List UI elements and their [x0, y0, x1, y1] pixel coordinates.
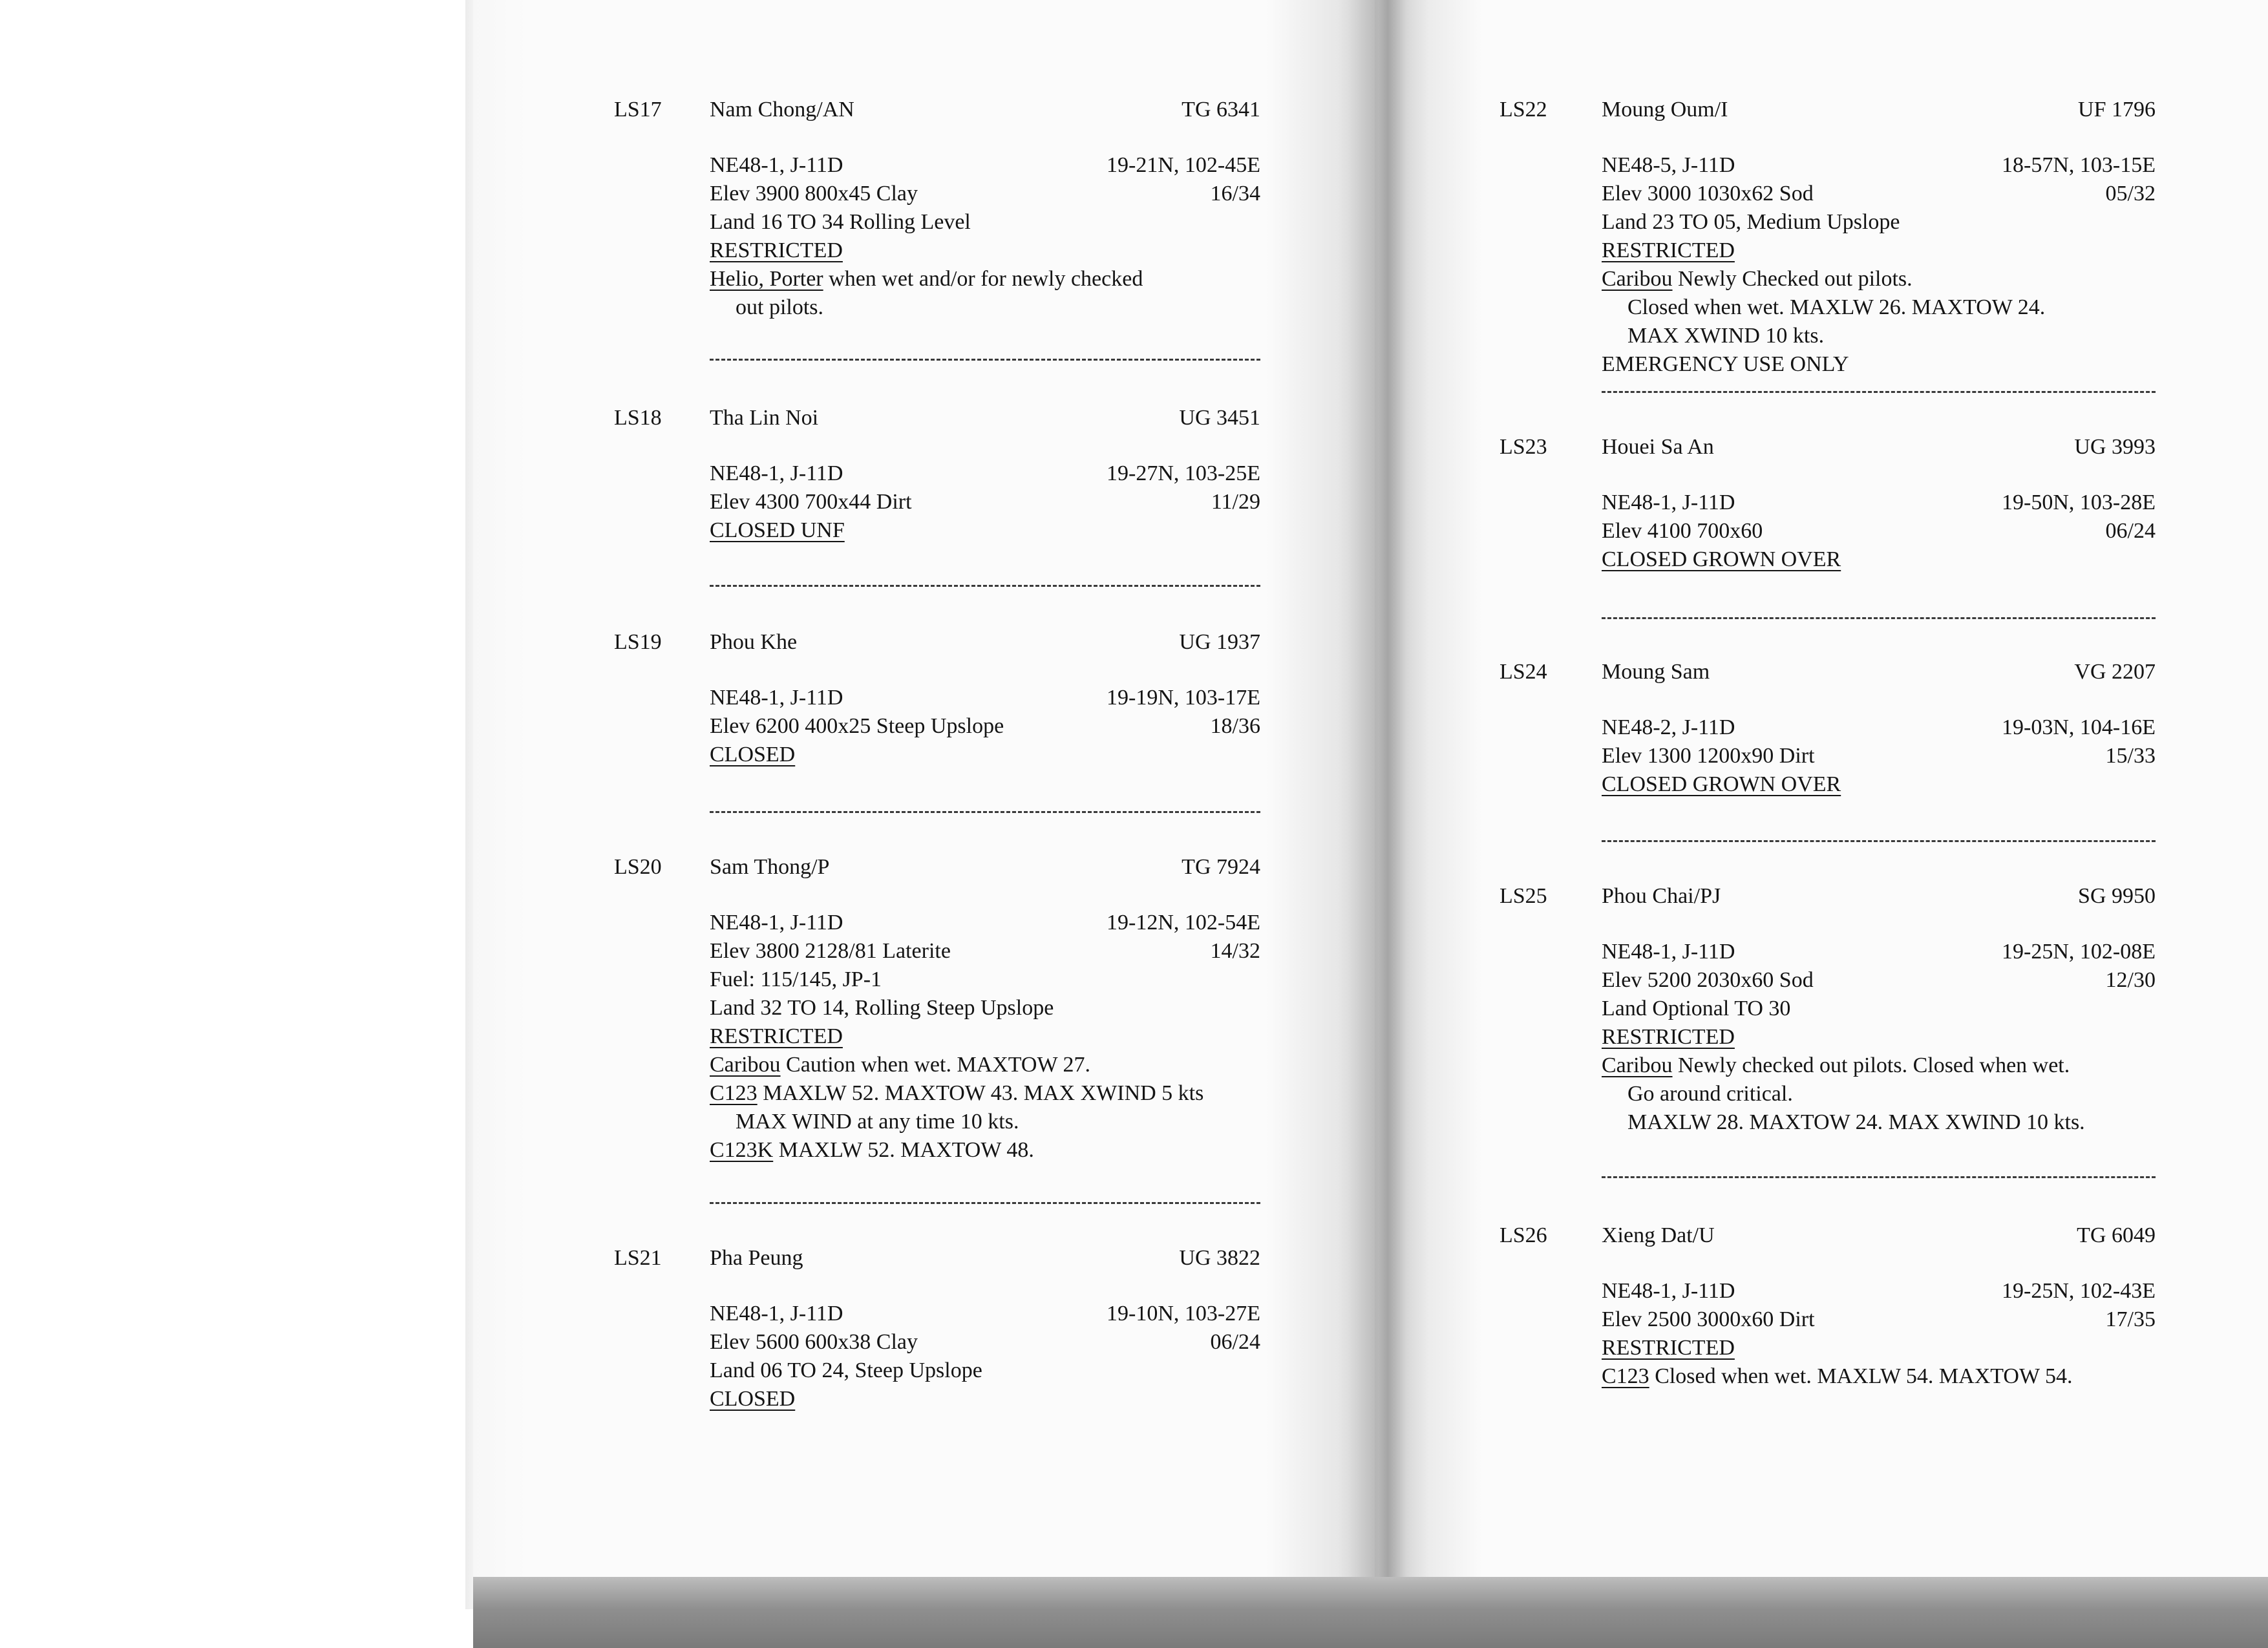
entry-line — [710, 1079, 1260, 1108]
dashed-separator — [710, 585, 1260, 587]
entry-header — [1500, 658, 2156, 686]
line-text: Caution when wet. MAXTOW 27. — [780, 1053, 1090, 1077]
line-text: when wet and/or for newly checked — [823, 267, 1143, 291]
line-text: Elev 3900 800x45 Clay — [710, 182, 918, 206]
entry-line — [1602, 1108, 2156, 1137]
entry-line — [710, 1136, 1260, 1165]
entry-line — [710, 741, 1260, 769]
line-right-value: 18-57N, 103-15E — [2002, 153, 2156, 177]
dashed-separator — [1602, 1176, 2156, 1178]
entry-header — [1500, 433, 2156, 461]
line-text: NE48-1, J-11D — [1602, 491, 1735, 514]
entry-line — [1602, 1051, 2156, 1080]
line-text: NE48-5, J-11D — [1602, 153, 1735, 177]
grid-reference: UG 3451 — [1179, 406, 1260, 430]
airstrip-entry — [1500, 882, 2156, 1137]
entry-line — [1602, 995, 2156, 1023]
line-text: Land 23 TO 05, Medium Upslope — [1602, 210, 1900, 234]
entry-line — [710, 909, 1260, 937]
site-name: Moung Sam — [1602, 660, 1710, 684]
line-text: Elev 6200 400x25 Steep Upslope — [710, 714, 1004, 738]
entry-line — [1602, 1277, 2156, 1305]
entry-line — [1602, 265, 2156, 293]
line-text: Land Optional TO 30 — [1602, 997, 1791, 1020]
grid-reference: TG 7924 — [1182, 855, 1260, 879]
entry-line — [1602, 151, 2156, 180]
grid-reference: UG 3993 — [2074, 435, 2156, 459]
airstrip-entry — [1500, 96, 2156, 379]
line-text: NE48-1, J-11D — [710, 1302, 843, 1326]
airstrip-entry — [614, 404, 1260, 545]
entry-body — [1602, 1277, 2156, 1391]
underlined-label: C123 — [1602, 1364, 1649, 1388]
dashed-separator — [710, 359, 1260, 361]
indented-text: out pilots. — [736, 295, 824, 319]
entry-line — [710, 966, 1260, 994]
underlined-label: RESTRICTED — [1602, 1025, 1735, 1049]
line-text: Elev 5600 600x38 Clay — [710, 1330, 918, 1354]
underlined-label: CLOSED GROWN OVER — [1602, 772, 1841, 796]
entry-header — [614, 628, 1260, 657]
underlined-label: Caribou — [1602, 267, 1673, 291]
entry-header — [614, 96, 1260, 124]
underlined-label: RESTRICTED — [710, 1024, 843, 1048]
dashed-separator — [1602, 840, 2156, 842]
line-right-value: 19-03N, 104-16E — [2002, 715, 2156, 739]
entry-line — [710, 180, 1260, 208]
entry-line — [1602, 713, 2156, 742]
entry-line — [1602, 293, 2156, 322]
entry-line — [1602, 545, 2156, 574]
line-text: NE48-2, J-11D — [1602, 715, 1735, 739]
entry-line — [710, 1022, 1260, 1051]
entry-line — [710, 488, 1260, 516]
entry-body — [710, 460, 1260, 545]
site-name: Tha Lin Noi — [710, 406, 819, 430]
line-right-value: 12/30 — [2105, 968, 2156, 992]
line-text: Fuel: 115/145, JP-1 — [710, 967, 882, 991]
indented-text: MAX WIND at any time 10 kts. — [736, 1110, 1019, 1134]
site-code: LS20 — [614, 855, 662, 879]
site-name: Moung Oum/I — [1602, 98, 1728, 121]
entry-line — [1602, 966, 2156, 995]
line-text: Elev 5200 2030x60 Sod — [1602, 968, 1814, 992]
line-text: NE48-1, J-11D — [710, 686, 843, 710]
entry-line — [1602, 517, 2156, 545]
line-text: Elev 4300 700x44 Dirt — [710, 490, 912, 514]
entry-line — [710, 1051, 1260, 1079]
grid-reference: TG 6049 — [2077, 1223, 2156, 1247]
underlined-label: C123K — [710, 1138, 774, 1162]
indented-text: Go around critical. — [1627, 1082, 1793, 1106]
dashed-separator — [1602, 391, 2156, 393]
site-name: Pha Peung — [710, 1246, 803, 1270]
site-code: LS21 — [614, 1246, 662, 1270]
entry-line — [710, 994, 1260, 1022]
line-text: Land 16 TO 34 Rolling Level — [710, 210, 971, 234]
dashed-separator — [1602, 617, 2156, 619]
line-text: NE48-1, J-11D — [1602, 1279, 1735, 1303]
underlined-label: Helio, Porter — [710, 267, 823, 291]
entry-line — [710, 460, 1260, 488]
site-name: Phou Khe — [710, 630, 798, 654]
entry-header — [1500, 1221, 2156, 1250]
airstrip-entry — [614, 96, 1260, 322]
underlined-label: CLOSED UNF — [710, 518, 845, 542]
entry-header — [1500, 96, 2156, 124]
underlined-label: RESTRICTED — [710, 238, 843, 262]
underlined-label: C123 — [710, 1081, 758, 1105]
line-text: Closed when wet. MAXLW 54. MAXTOW 54. — [1649, 1364, 2073, 1388]
line-text: MAXLW 52. MAXTOW 48. — [773, 1138, 1034, 1162]
site-code: LS17 — [614, 98, 662, 121]
line-text: Land 32 TO 14, Rolling Steep Upslope — [710, 996, 1054, 1020]
line-right-value: 19-27N, 103-25E — [1107, 461, 1260, 485]
line-right-value: 06/24 — [1210, 1330, 1260, 1354]
line-right-value: 19-21N, 102-45E — [1107, 153, 1260, 177]
line-right-value: 05/32 — [2105, 182, 2156, 206]
site-code: LS25 — [1500, 884, 1547, 908]
entry-line — [1602, 1334, 2156, 1362]
site-code: LS26 — [1500, 1223, 1547, 1247]
entry-line — [1602, 742, 2156, 770]
entry-body — [710, 1300, 1260, 1413]
line-text: NE48-1, J-11D — [710, 153, 843, 177]
site-code: LS22 — [1500, 98, 1547, 121]
underlined-label: CLOSED — [710, 1387, 796, 1411]
line-text: Elev 3000 1030x62 Sod — [1602, 182, 1814, 206]
line-text: Elev 4100 700x60 — [1602, 519, 1763, 543]
line-right-value: 14/32 — [1210, 939, 1260, 963]
line-text: EMERGENCY USE ONLY — [1602, 352, 1849, 376]
line-right-value: 16/34 — [1210, 182, 1260, 206]
entry-line — [1602, 350, 2156, 379]
site-code: LS23 — [1500, 435, 1547, 459]
entry-line — [710, 1328, 1260, 1357]
entry-line — [710, 237, 1260, 265]
line-text: Elev 1300 1200x90 Dirt — [1602, 744, 1815, 768]
entry-line — [710, 712, 1260, 741]
entry-line — [710, 265, 1260, 293]
airstrip-entry — [1500, 433, 2156, 574]
entry-line — [710, 1357, 1260, 1385]
line-text: Elev 2500 3000x60 Dirt — [1602, 1307, 1815, 1331]
entry-line — [710, 1108, 1260, 1136]
entry-line — [1602, 1305, 2156, 1334]
entry-line — [1602, 938, 2156, 966]
entry-line — [1602, 489, 2156, 517]
entry-line — [710, 1385, 1260, 1413]
entry-line — [710, 937, 1260, 966]
entry-header — [614, 1244, 1260, 1273]
entry-line — [710, 151, 1260, 180]
site-code: LS24 — [1500, 660, 1547, 684]
entry-line — [710, 293, 1260, 322]
grid-reference: UG 1937 — [1179, 630, 1260, 654]
line-right-value: 17/35 — [2105, 1307, 2156, 1331]
grid-reference: SG 9950 — [2078, 884, 2156, 908]
airstrip-entry — [614, 628, 1260, 769]
grid-reference: UF 1796 — [2078, 98, 2156, 121]
entry-line — [710, 516, 1260, 545]
site-code: LS19 — [614, 630, 662, 654]
entry-body — [1602, 713, 2156, 799]
entry-body — [710, 909, 1260, 1165]
entry-body — [710, 151, 1260, 322]
line-right-value: 19-10N, 103-27E — [1107, 1302, 1260, 1326]
entry-body — [1602, 938, 2156, 1137]
grid-reference: UG 3822 — [1179, 1246, 1260, 1270]
entry-header — [1500, 882, 2156, 911]
entry-line — [1602, 237, 2156, 265]
line-right-value: 18/36 — [1210, 714, 1260, 738]
grid-reference: TG 6341 — [1182, 98, 1260, 121]
entry-line — [1602, 208, 2156, 237]
site-code: LS18 — [614, 406, 662, 430]
entry-line — [1602, 1023, 2156, 1051]
dashed-separator — [710, 811, 1260, 813]
line-text: MAXLW 52. MAXTOW 43. MAX XWIND 5 kts — [757, 1081, 1204, 1105]
airstrip-entry — [1500, 658, 2156, 799]
dashed-separator — [710, 1202, 1260, 1204]
line-right-value: 19-50N, 103-28E — [2002, 491, 2156, 514]
line-right-value: 06/24 — [2105, 519, 2156, 543]
entry-header — [614, 404, 1260, 432]
entry-line — [1602, 1080, 2156, 1108]
airstrip-entry — [614, 1244, 1260, 1413]
entry-body — [1602, 151, 2156, 379]
airstrip-entry — [614, 853, 1260, 1165]
indented-text: MAXLW 28. MAXTOW 24. MAX XWIND 10 kts. — [1627, 1110, 2085, 1134]
underlined-label: RESTRICTED — [1602, 1336, 1735, 1360]
underlined-label: Caribou — [710, 1053, 781, 1077]
indented-text: MAX XWIND 10 kts. — [1627, 324, 1825, 348]
line-text: Newly Checked out pilots. — [1672, 267, 1913, 291]
site-name: Phou Chai/PJ — [1602, 884, 1721, 908]
site-name: Houei Sa An — [1602, 435, 1714, 459]
line-right-value: 19-25N, 102-43E — [2002, 1279, 2156, 1303]
entry-line — [710, 684, 1260, 712]
line-right-value: 19-19N, 103-17E — [1107, 686, 1260, 710]
line-right-value: 19-25N, 102-08E — [2002, 940, 2156, 964]
entry-body — [710, 684, 1260, 769]
grid-reference: VG 2207 — [2074, 660, 2156, 684]
underlined-label: RESTRICTED — [1602, 238, 1735, 262]
underlined-label: CLOSED — [710, 743, 796, 766]
entry-body — [1602, 489, 2156, 574]
underlined-label: Caribou — [1602, 1053, 1673, 1077]
line-text: Land 06 TO 24, Steep Upslope — [710, 1358, 982, 1382]
entry-line — [1602, 322, 2156, 350]
underlined-label: CLOSED GROWN OVER — [1602, 547, 1841, 571]
entry-header — [614, 853, 1260, 882]
line-text: NE48-1, J-11D — [710, 911, 843, 935]
site-name: Xieng Dat/U — [1602, 1223, 1715, 1247]
entry-line — [710, 1300, 1260, 1328]
line-text: NE48-1, J-11D — [710, 461, 843, 485]
line-right-value: 15/33 — [2105, 744, 2156, 768]
line-right-value: 11/29 — [1211, 490, 1260, 514]
airstrip-entry — [1500, 1221, 2156, 1391]
line-text: NE48-1, J-11D — [1602, 940, 1735, 964]
line-right-value: 19-12N, 102-54E — [1107, 911, 1260, 935]
site-name: Sam Thong/P — [710, 855, 830, 879]
entry-line — [1602, 770, 2156, 799]
indented-text: Closed when wet. MAXLW 26. MAXTOW 24. — [1627, 295, 2046, 319]
entry-line — [710, 208, 1260, 237]
line-text: Elev 3800 2128/81 Laterite — [710, 939, 951, 963]
site-name: Nam Chong/AN — [710, 98, 854, 121]
entry-line — [1602, 1362, 2156, 1391]
entry-line — [1602, 180, 2156, 208]
line-text: Newly checked out pilots. Closed when wet. — [1672, 1053, 2070, 1077]
